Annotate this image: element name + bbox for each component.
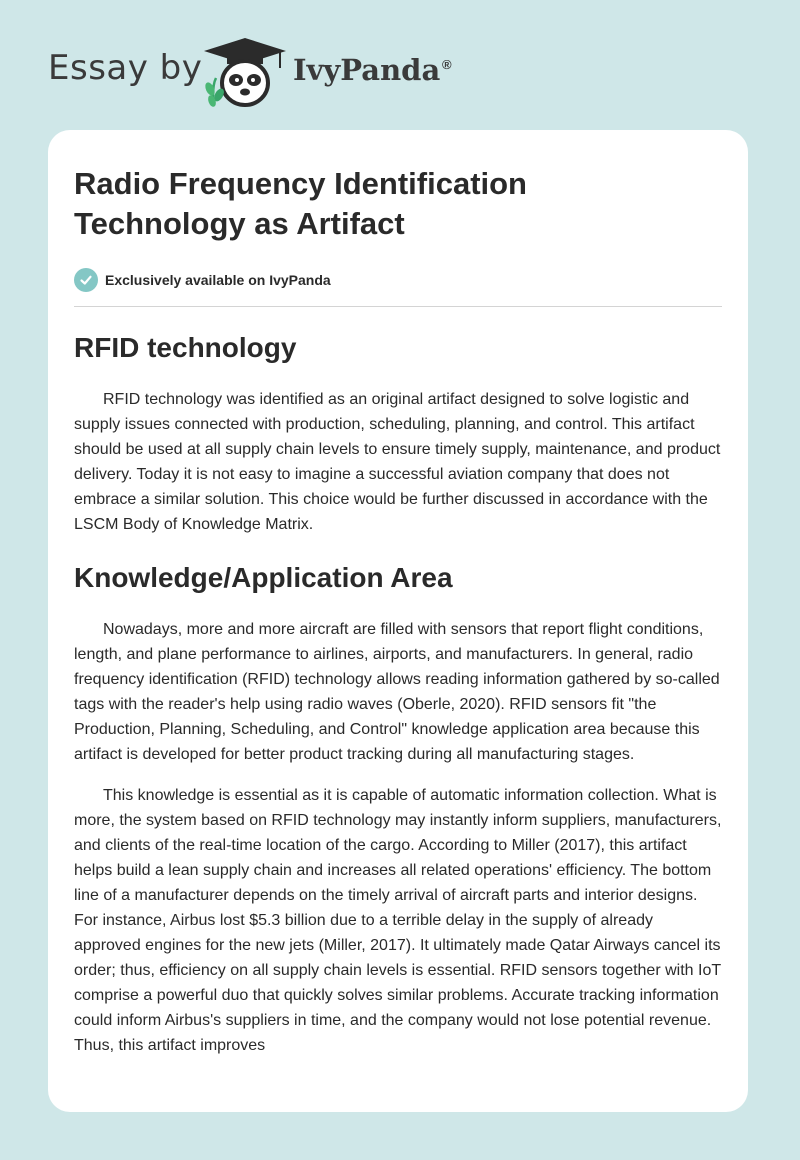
exclusive-badge xyxy=(74,268,722,292)
checkmark-icon xyxy=(74,268,98,292)
paragraph: RFID technology was identified as an original artifact designed to solve logistic and supply issues connected with production, scheduling, planning, and control. This artifact should be used at all supply chain levels to ensure timely supply, maintenance, and product delivery. Today it is not easy to imagine a successful aviation company that does not embrace a similar solution. This choice would be further discussed in accordance with the LSCM Body of Knowledge Matrix. xyxy=(74,391,721,533)
paragraph: This knowledge is essential as it is capable of automatic information collection. What is more, the system based on RFID technology may instantly inform suppliers, manufacturers, and clients of the real-time location of the cargo. According to Miller (2017), this artifact helps build a lean supply chain and increases all related operations' efficiency. The bottom line of a manufacturer depends on the timely arrival of aircraft parts and interior designs. For instance, Airbus lost $5.3 billion due to a terrible delay in the supply of already approved engines for the new jets (Miller, 2017). It ultimately made Qatar Airways cancel its order; thus, efficiency on all supply chain levels is essential. RFID sensors together with IoT comprise a powerful duo that quickly solves similar problems. Accurate tracking information could inform Airbus's suppliers in time, and the company would not lose potential revenue. Thus, this artifact improves xyxy=(74,787,722,1054)
panda-graduate-icon[interactable] xyxy=(200,34,290,110)
section-heading-rfid: RFID technology xyxy=(74,332,297,363)
paragraph: Nowadays, more and more aircraft are filled with sensors that report flight conditions, length, and plane performance to airlines, airports, and manufacturers. In general, radio frequency identification (RFID) technology allows reading information gathered by so-called tags with the reader's help using radio waves (Oberle, 2020). RFID sensors fit "the Production, Planning, Scheduling, and Control" knowledge application area because this artifact is developed for better product tracking during all manufacturing stages. xyxy=(74,621,720,763)
essay-card xyxy=(48,130,748,1112)
registered-mark: ® xyxy=(442,57,452,72)
exclusive-label: Exclusively available on IvyPanda xyxy=(105,272,331,288)
divider xyxy=(74,306,722,307)
section-heading-knowledge: Knowledge/Application Area xyxy=(74,562,453,593)
brand-name[interactable]: IvyPanda xyxy=(293,53,441,87)
essay-title: Radio Frequency Identification Technology as Artifact xyxy=(74,166,527,241)
essay-by-label: Essay by xyxy=(48,48,203,88)
site-header xyxy=(0,0,800,120)
